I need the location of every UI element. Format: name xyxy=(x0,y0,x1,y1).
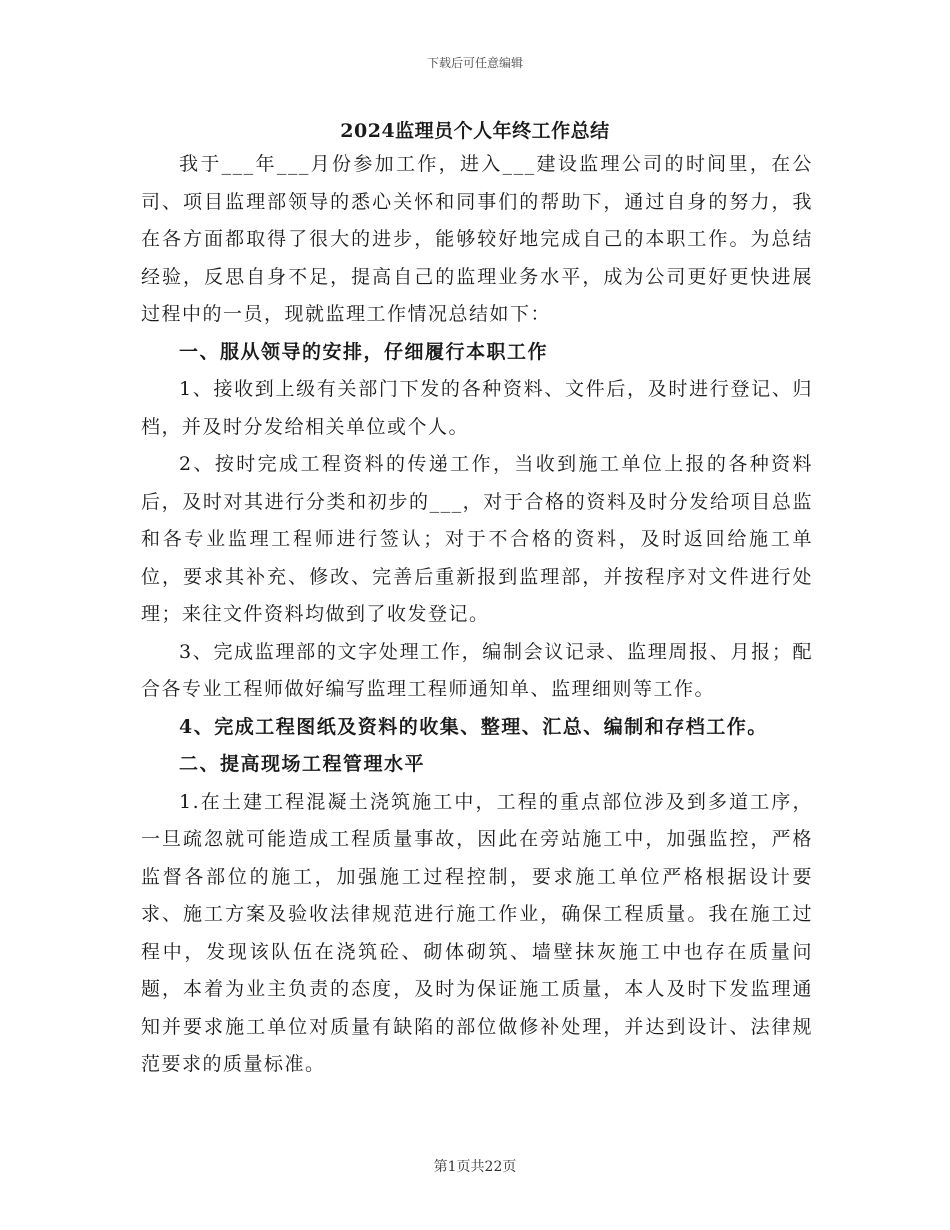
item-paragraph-2: 2、按时完成工程资料的传递工作，当收到施工单位上报的各种资料后，及时对其进行分类和初步的___，对于合格的资料及时分发给项目总监和各专业监理工程师进行签认；对于不合格的资料，及时返回给施工单位，要求其补充、修改、完善后重新报到监理部，并按程序对文件进行处理；来往文件资料均做到了收发登记。 xyxy=(141,453,813,625)
intro-paragraph: 我于___年___月份参加工作，进入___建设监理公司的时间里，在公司、项目监理部领导的悉心关怀和同事们的帮助下，通过自身的努力，我在各方面都取得了很大的进步，能够较好地完成自己的本职工作。为总结经验，反思自身不足，提高自己的监理业务水平，成为公司更好更快进展过程中的一员，现就监理工作情况总结如下： xyxy=(141,153,813,325)
item-paragraph-1: 1、接收到上级有关部门下发的各种资料、文件后，及时进行登记、归档，并及时分发给相关单位或个人。 xyxy=(141,378,813,438)
section-2-paragraph-1: 1.在土建工程混凝土浇筑施工中，工程的重点部位涉及到多道工序，一旦疏忽就可能造成工程质量事故，因此在旁站施工中，加强监控，严格监督各部位的施工，加强施工过程控制，要求施工单位严格根据设计要求、施工方案及验收法律规范进行施工作业，确保工程质量。我在施工过程中，发现该队伍在浇筑砼、砌体砌筑、墙壁抹灰施工中也存在质量问题，本着为业主负责的态度，及时为保证施工质量，本人及时下发监理通知并要求施工单位对质量有缺陷的部位做修补处理，并达到设计、法律规范要求的质量标准。 xyxy=(141,790,813,1075)
document-title: 2024监理员个人年终工作总结 xyxy=(340,120,610,142)
item-paragraph-3: 3、完成监理部的文字处理工作，编制会议记录、监理周报、月报；配合各专业工程师做好编写监理工程师通知单、监理细则等工作。 xyxy=(141,640,813,700)
page-footer: 第1页共22页 xyxy=(433,1159,517,1175)
section-heading-2: 二、提高现场工程管理水平 xyxy=(179,753,426,775)
item-paragraph-4-bold: 4、完成工程图纸及资料的收集、整理、汇总、编制和存档工作。 xyxy=(179,715,768,738)
section-heading-1: 一、服从领导的安排，仔细履行本职工作 xyxy=(179,340,549,363)
header-note: 下载后可任意编辑 xyxy=(426,56,523,70)
document-body xyxy=(141,146,813,1084)
